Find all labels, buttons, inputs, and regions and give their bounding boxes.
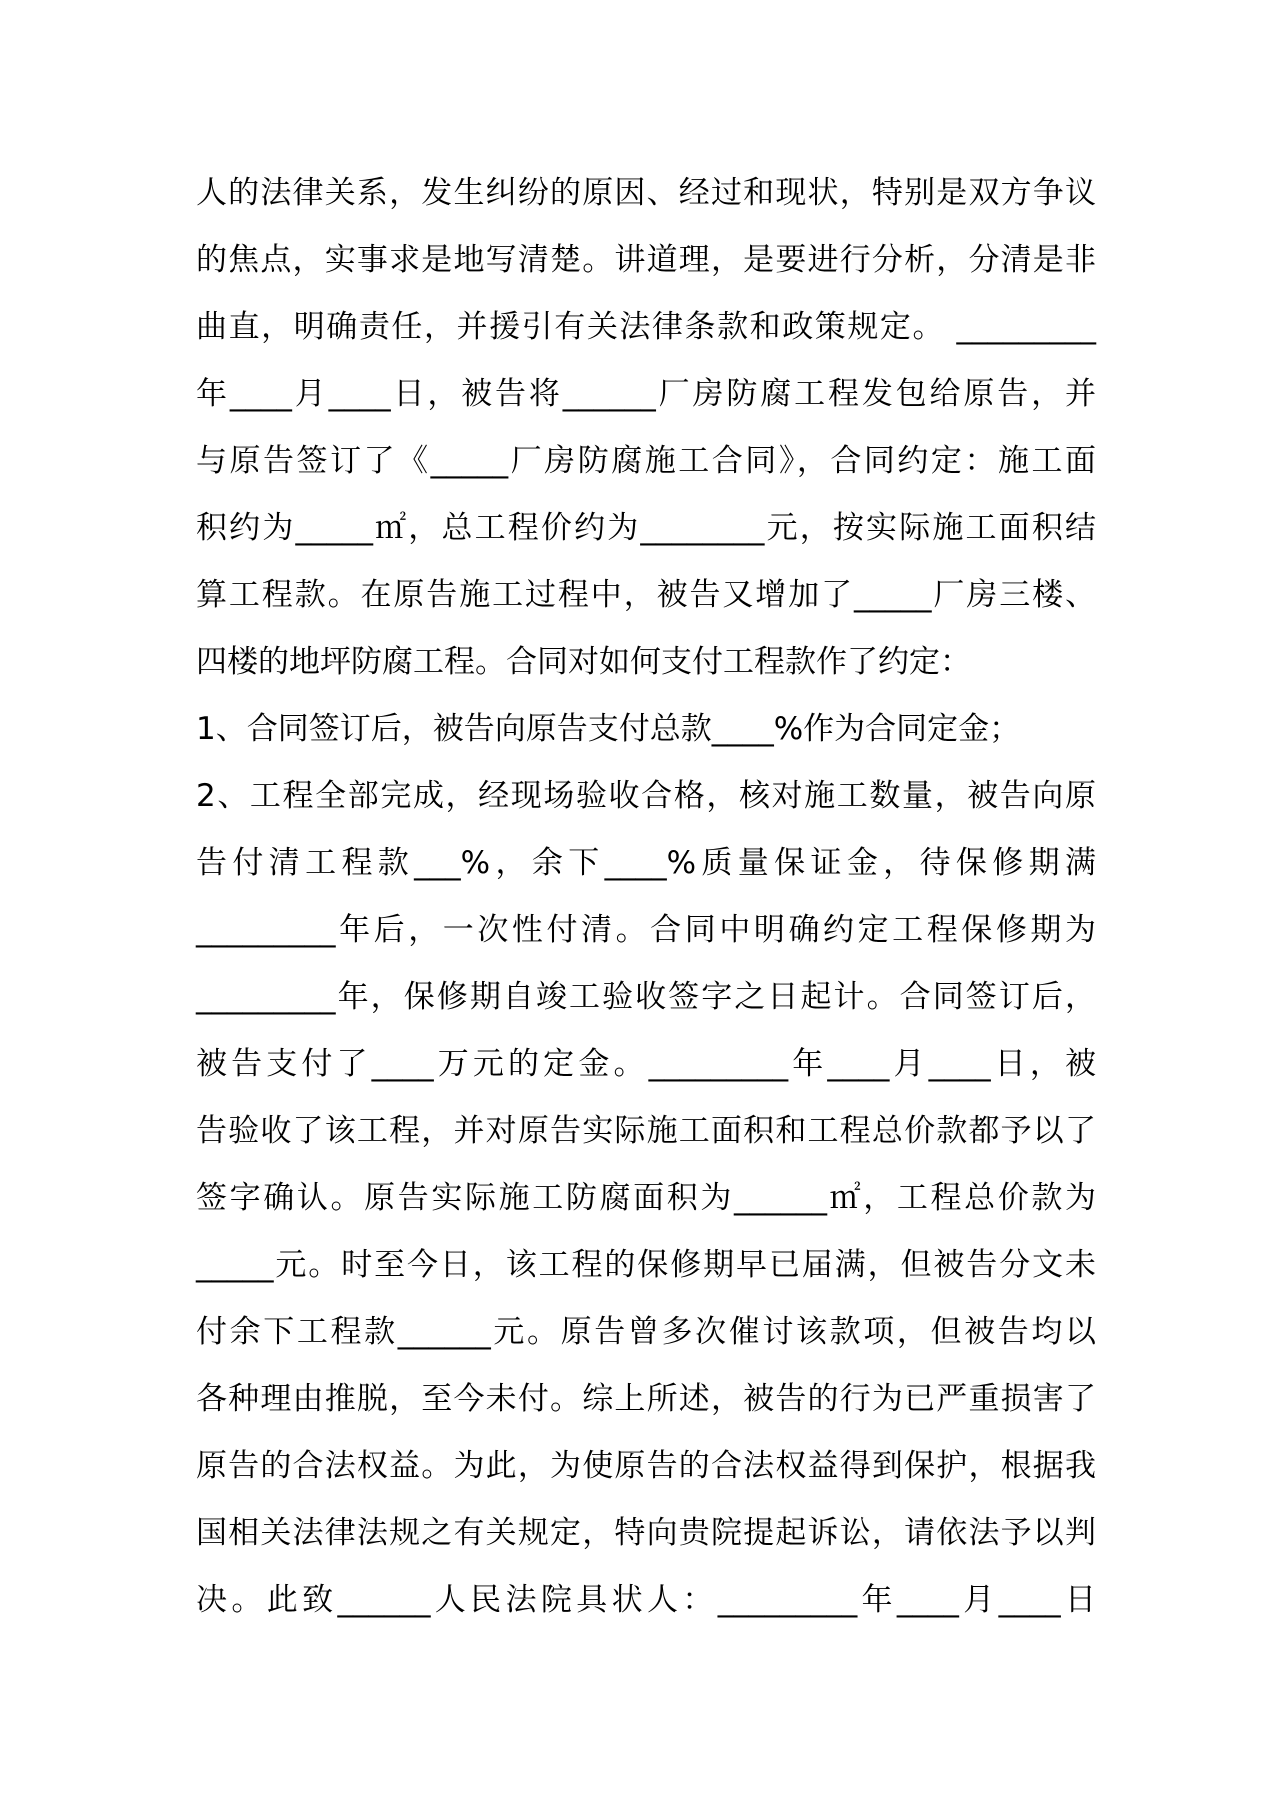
- text-line: 国相关法律法规之有关规定，特向贵院提起诉讼，请依法予以判: [196, 1515, 1096, 1551]
- text-line: 告付清工程款___%，余下____%质量保证金，待保修期满: [196, 845, 1096, 881]
- text-line: 决。此致______人民法院具状人：_________年____月____日: [196, 1582, 1096, 1618]
- text-line: 曲直，明确责任，并援引有关法律条款和政策规定。 _________: [196, 309, 1096, 345]
- text-line: 人的法律关系，发生纠纷的原因、经过和现状，特别是双方争议: [196, 175, 1096, 211]
- text-line: 与原告签订了《_____厂房防腐施工合同》，合同约定：施工面: [196, 443, 1096, 479]
- text-line: 四楼的地坪防腐工程。合同对如何支付工程款作了约定：: [196, 644, 971, 680]
- text-line: 积约为_____㎡，总工程价约为________元，按实际施工面积结: [196, 510, 1096, 546]
- text-line: 告验收了该工程，并对原告实际施工面积和工程总价款都予以了: [196, 1113, 1096, 1149]
- text-line: 各种理由推脱，至今未付。综上所述，被告的行为已严重损害了: [196, 1381, 1096, 1417]
- text-line: 原告的合法权益。为此，为使原告的合法权益得到保护，根据我: [196, 1448, 1096, 1484]
- text-line: 签字确认。原告实际施工防腐面积为______㎡，工程总价款为: [196, 1180, 1096, 1216]
- text-line: _____元。时至今日，该工程的保修期早已届满，但被告分文未: [196, 1247, 1096, 1283]
- text-line: 被告支付了____万元的定金。_________年____月____日，被: [196, 1046, 1096, 1082]
- text-line: 的焦点，实事求是地写清楚。讲道理，是要进行分析，分清是非: [196, 242, 1096, 278]
- text-line: _________年后，一次性付清。合同中明确约定工程保修期为: [196, 912, 1096, 948]
- text-line: _________年，保修期自竣工验收签字之日起计。合同签订后，: [196, 979, 1096, 1015]
- text-line: 2、工程全部完成，经现场验收合格，核对施工数量，被告向原: [196, 778, 1096, 814]
- text-line: 算工程款。在原告施工过程中，被告又增加了_____厂房三楼、: [196, 577, 1096, 613]
- text-line: 年____月____日，被告将______厂房防腐工程发包给原告，并: [196, 376, 1096, 412]
- complaint-body-text: [196, 160, 1096, 1634]
- text-line: 1、合同签订后，被告向原告支付总款____%作为合同定金；: [196, 711, 1021, 747]
- text-line: 付余下工程款______元。原告曾多次催讨该款项，但被告均以: [196, 1314, 1096, 1350]
